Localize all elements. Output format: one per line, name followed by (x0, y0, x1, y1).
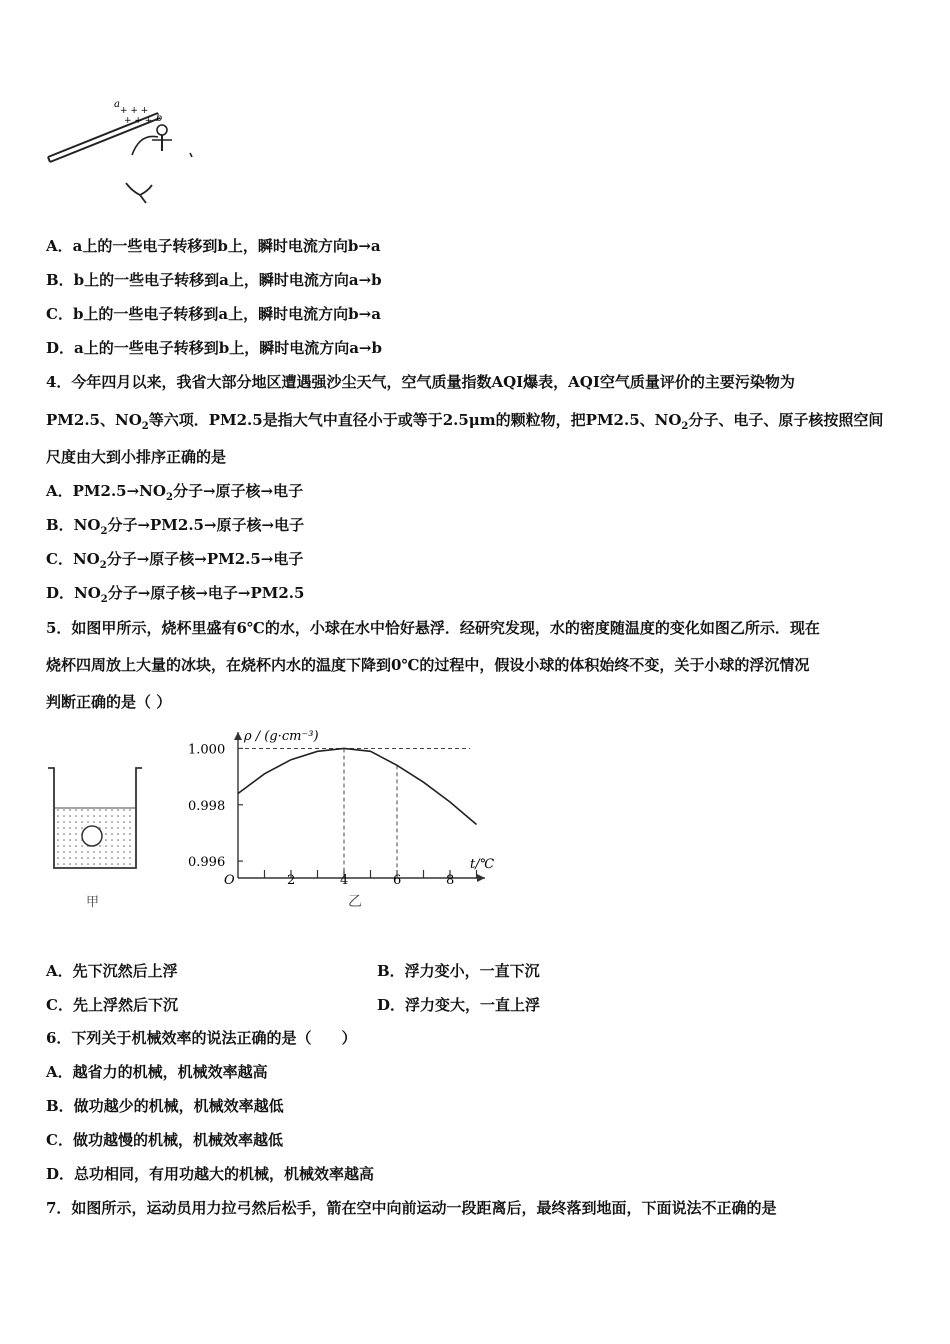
x-axis-label: t/℃ (470, 857, 495, 872)
q3-option-b: B．b上的一些电子转移到a上，瞬时电流方向a→b (46, 271, 382, 289)
chart-title: 乙 (348, 894, 362, 910)
y-tick-labels (188, 742, 243, 870)
q5-option-b: B．浮力变小，一直下沉 (377, 962, 540, 980)
q5-stem-line1: 5．如图甲所示，烧杯里盛有6℃的水，小球在水中恰好悬浮．经研究发现，水的密度随温度的变化如图乙所示．现在 (46, 619, 820, 637)
q5-option-c: C．先上浮然后下沉 (46, 996, 178, 1014)
q5-option-d: D．浮力变大，一直上浮 (377, 996, 541, 1014)
q4-option-a: A．$PM2.5\to NO_2$分子→原子核→电子 (46, 482, 304, 503)
q5-stem-line2: 烧杯四周放上大量的冰块，在烧杯内水的温度下降到0℃的过程中，假设小球的体积始终不变，关于小球的浮沉情况 (46, 656, 810, 674)
q4-option-b: B．$NO_2$分子→PM2.5→原子核→电子 (46, 516, 305, 537)
y-tick-label-0.998: 0.998 (188, 798, 226, 814)
x-tick-label-4: 4 (340, 873, 349, 888)
y-axis-label: ρ / (g·cm⁻³) (244, 729, 319, 744)
origin-label: O (224, 873, 235, 888)
q3-option-c: C．b上的一些电子转移到a上，瞬时电流方向b→a (46, 305, 381, 323)
q6-option-a: A．越省力的机械，机械效率越高 (46, 1063, 268, 1081)
q4-option-c: C．$NO_2$分子→原子核→PM2.5→电子 (46, 550, 304, 571)
q6-option-c: C．做功越慢的机械，机械效率越低 (46, 1131, 283, 1149)
q3-option-d: D．a上的一些电子转移到b上，瞬时电流方向a→b (46, 339, 382, 357)
svg-text:+ + +: + + + (120, 106, 149, 116)
q3-option-a: A．a上的一些电子转移到b上，瞬时电流方向b→a (46, 237, 381, 255)
q6-option-d: D．总功相同，有用功越大的机械，机械效率越高 (46, 1165, 375, 1183)
q5-option-a: A．先下沉然后上浮 (46, 962, 178, 980)
svg-text:+ + +: + + + (124, 116, 153, 126)
q7-stem: 7．如图所示，运动员用力拉弓然后松手，箭在空中向前运动一段距离后，最终落到地面，下面说法不正确的是 (46, 1199, 777, 1217)
q5-stem-line3: 判断正确的是（ ） (46, 693, 172, 711)
q6-stem: 6．下列关于机械效率的说法正确的是（ ） (46, 1029, 357, 1047)
x-tick-label-6: 6 (393, 873, 402, 888)
q4-option-d: D．$NO_2$分子→原子核→电子→PM2.5 (46, 584, 305, 605)
electroscope-figure (40, 95, 210, 215)
y-axis-arrow (234, 732, 242, 740)
x-tick-label-8: 8 (446, 873, 455, 888)
density-curve (238, 748, 477, 824)
x-tick-label-2: 2 (287, 873, 296, 888)
q4-stem-line1: 4．今年四月以来，我省大部分地区遭遇强沙尘天气，空气质量指数AQI爆表，AQI空气质量评价的主要污染物为 (46, 373, 795, 391)
density-chart (180, 720, 510, 920)
q4-stem-line2: PM2.5、$NO_2$等六项．PM2.5是指大气中直径小于或等于2.5μm的颗粒物，把PM2.5、$NO_2$分子、电子、原子核按照空间 (46, 411, 884, 432)
dashed-guides (238, 748, 470, 878)
x-minor-ticks (265, 870, 477, 878)
y-tick-label-1.000: 1.000 (188, 742, 226, 758)
fig-jia-label: 甲 (86, 895, 100, 910)
label-a: a (114, 99, 120, 110)
beaker-figure (44, 760, 154, 920)
label-b: b (156, 113, 163, 124)
y-tick-label-0.996: 0.996 (188, 855, 226, 871)
q4-stem-line3: 尺度由大到小排序正确的是 (46, 448, 227, 466)
x-axis-arrow (477, 874, 485, 882)
q6-option-b: B．做功越少的机械，机械效率越低 (46, 1097, 284, 1115)
